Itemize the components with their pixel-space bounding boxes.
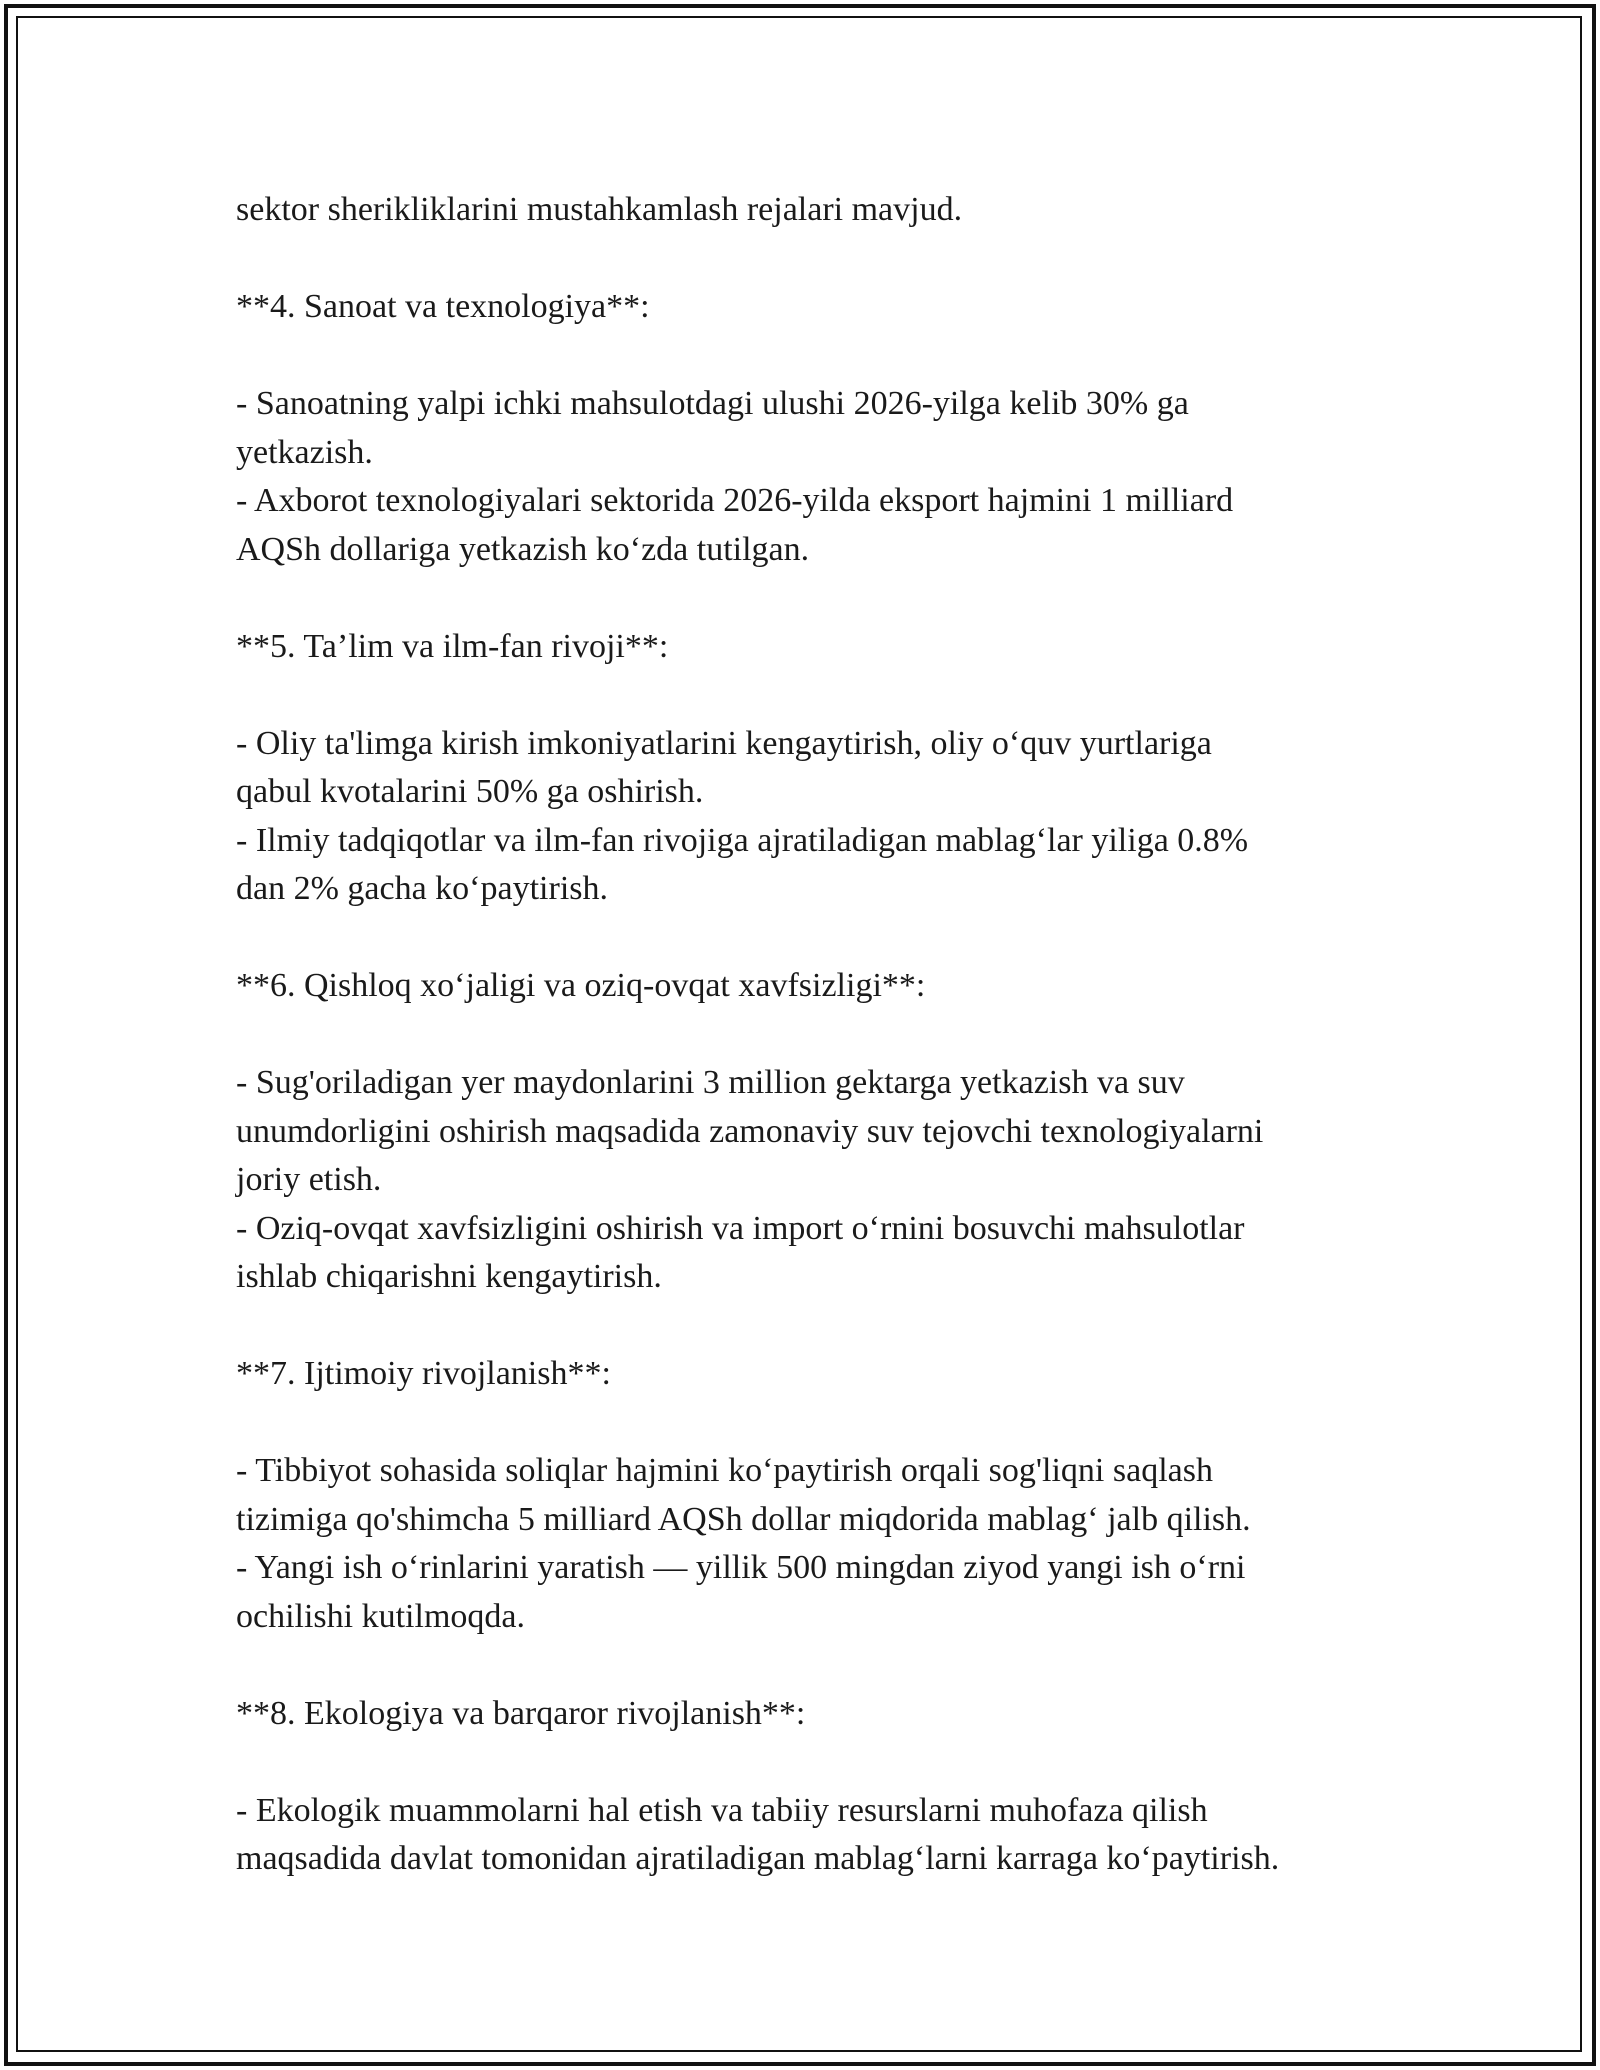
text-line: dan 2% gacha ko‘paytirish.: [236, 870, 608, 907]
document-body: [236, 186, 1386, 1884]
text-line: ochilishi kutilmoqda.: [236, 1597, 525, 1635]
text-line: - Axborot texnologiyalari sektorida 2026-yilda eksport hajmini 1 milliard: [236, 482, 1234, 519]
blank-line: [236, 1641, 1386, 1690]
section-heading-8: **8. Ekologiya va barqaror rivojlanish**:: [236, 1694, 806, 1732]
blank-line: [236, 332, 1386, 381]
text-line: - Sanoatning yalpi ichki mahsulotdagi ulushi 2026-yilga kelib 30% ga: [236, 385, 1189, 422]
text-line: yetkazish.: [236, 433, 373, 471]
text-line: ishlab chiqarishni kengaytirish.: [236, 1258, 662, 1295]
text-line: - Oziq-ovqat xavfsizligini oshirish va import o‘rnini bosuvchi mahsulotlar: [236, 1209, 1245, 1247]
blank-line: [236, 671, 1386, 720]
section-heading-7: **7. Ijtimoiy rivojlanish**:: [236, 1355, 611, 1392]
text-line: - Oliy ta'limga kirish imkoniyatlarini kengaytirish, oliy o‘quv yurtlariga: [236, 724, 1212, 762]
text-line: qabul kvotalarini 50% ga oshirish.: [236, 773, 704, 810]
text-line: maqsadida davlat tomonidan ajratiladigan mablag‘larni karraga ko‘paytirish.: [236, 1840, 1280, 1877]
blank-line: [236, 1399, 1386, 1448]
text-line: - Tibbiyot sohasida soliqlar hajmini ko‘paytirish orqali sog'liqni saqlash: [236, 1452, 1213, 1489]
text-line: - Sug'oriladigan yer maydonlarini 3 million gektarga yetkazish va suv: [236, 1064, 1185, 1101]
text-line: unumdorligini oshirish maqsadida zamonaviy suv tejovchi texnologiyalarni: [236, 1112, 1264, 1150]
blank-line: [236, 1011, 1386, 1060]
blank-line: [236, 1302, 1386, 1351]
text-line: sektor sherikliklarini mustahkamlash rejalari mavjud.: [236, 191, 963, 228]
blank-line: [236, 1738, 1386, 1787]
text-line: joriy etish.: [236, 1161, 382, 1198]
text-line: - Yangi ish o‘rinlarini yaratish — yillik 500 mingdan ziyod yangi ish o‘rni: [236, 1549, 1246, 1586]
text-line: - Ilmiy tadqiqotlar va ilm-fan rivojiga ajratiladigan mablag‘lar yiliga 0.8%: [236, 821, 1249, 859]
text-line: AQSh dollariga yetkazish ko‘zda tutilgan.: [236, 530, 810, 568]
text-line: tizimiga qo'shimcha 5 milliard AQSh dollar miqdorida mablag‘ jalb qilish.: [236, 1500, 1251, 1538]
section-heading-4: **4. Sanoat va texnologiya**:: [236, 288, 650, 325]
blank-line: [236, 914, 1386, 963]
section-heading-5: **5. Ta’lim va ilm-fan rivoji**:: [236, 627, 669, 665]
blank-line: [236, 235, 1386, 284]
text-line: - Ekologik muammolarni hal etish va tabiiy resurslarni muhofaza qilish: [236, 1791, 1208, 1829]
blank-line: [236, 574, 1386, 623]
section-heading-6: **6. Qishloq xo‘jaligi va oziq-ovqat xavfsizligi**:: [236, 967, 926, 1004]
